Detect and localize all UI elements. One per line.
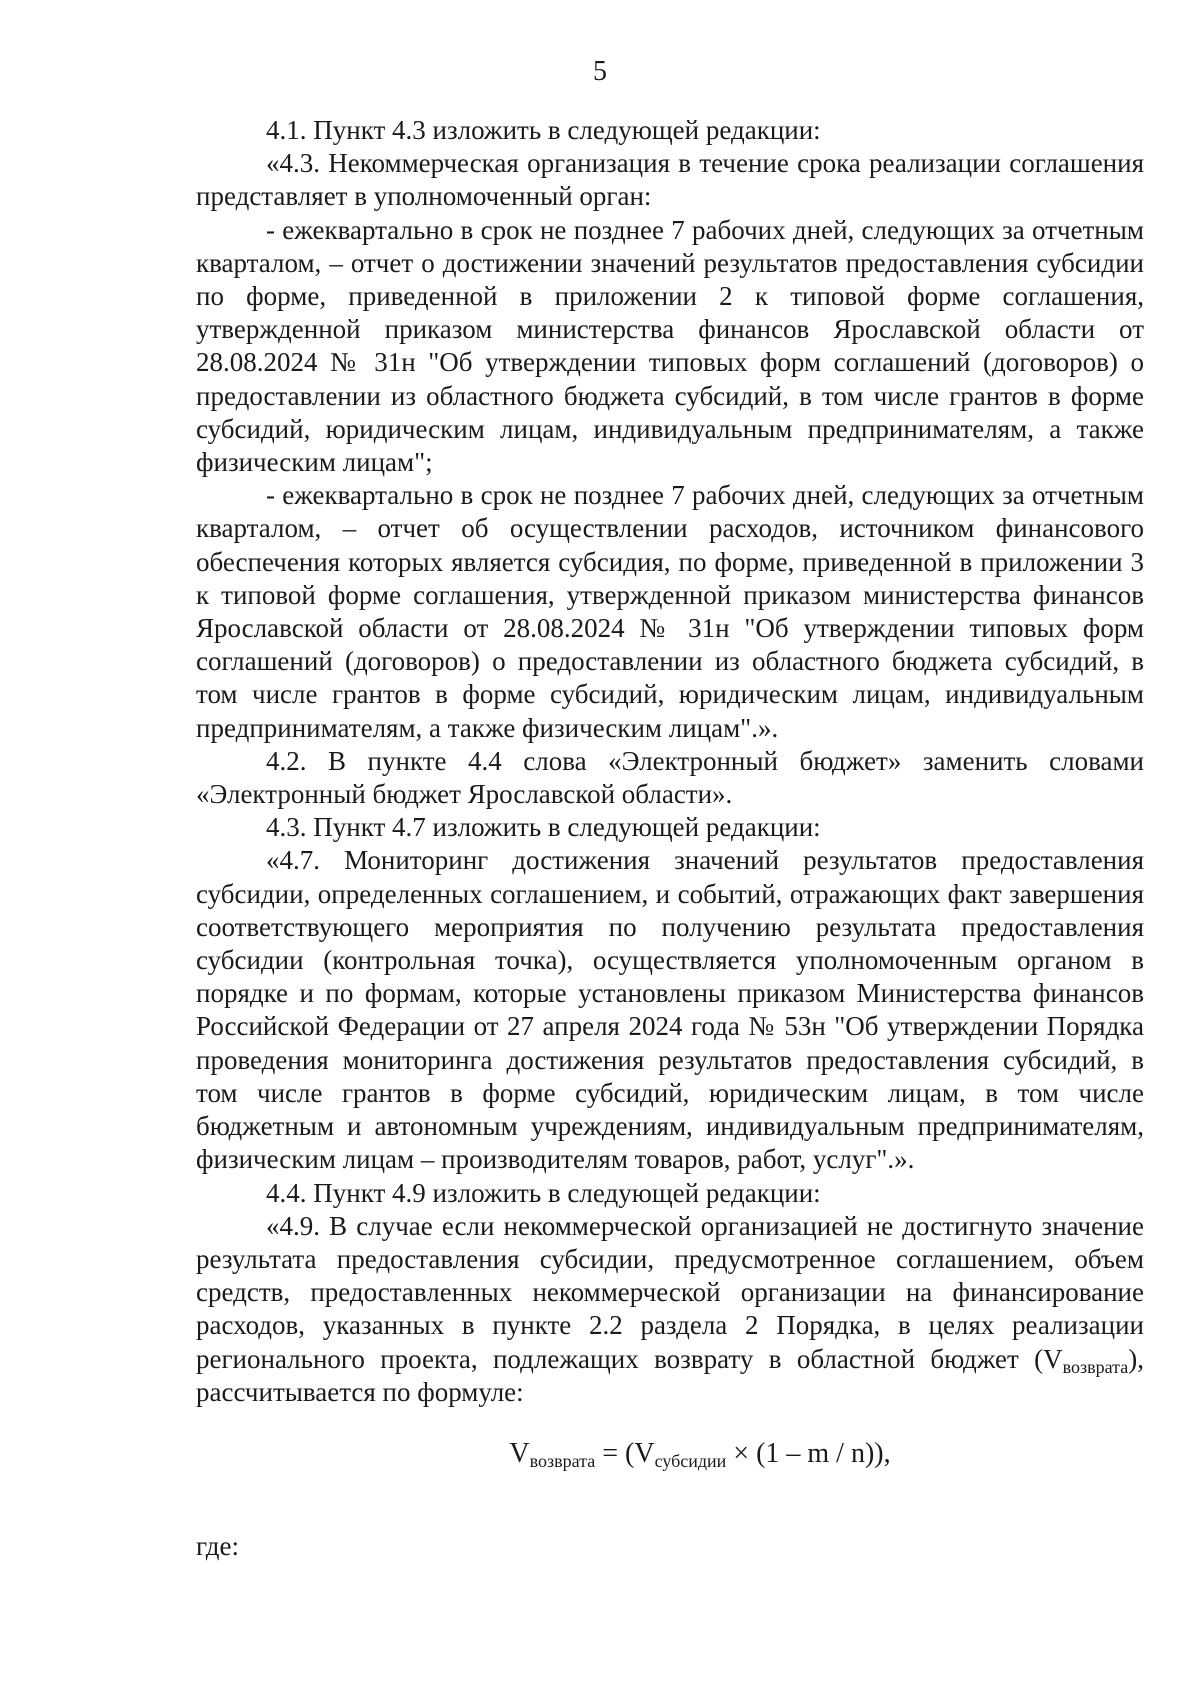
formula-rest: × (1 – m / n)), xyxy=(726,1437,891,1469)
paragraph-4-1: 4.1. Пункт 4.3 изложить в следующей редакции: xyxy=(266,115,821,145)
paragraph-4-7: «4.7. Мониторинг достижения значений результатов предоставления субсидии, определенных соглашением, и событий, отражающих факт завершения соответствующего мероприятия по получению результата предоставления субсидии (контрольная точка), осуществляется уполномоченным органом в порядке и по формам, которые установлены приказом Министерства финансов Российской Федерации от 27 апреля 2024 года № 53н "Об утверждении Порядка проведения мониторинга достижения результатов предоставления субсидий, в том числе грантов в форме субсидий, юридическим лицам, в том числе бюджетным и автономным учреждениям, индивидуальным предпринимателям, физическим лицам – производителям товаров, работ, услуг".». xyxy=(196,845,1144,1175)
formula-sub-subsidy: субсидии xyxy=(654,1450,727,1471)
page-number: 5 xyxy=(593,56,607,87)
return-formula xyxy=(256,1437,1144,1470)
paragraph-4-9-subscript: возврата xyxy=(1062,1356,1129,1377)
formula-eq-open: = (V xyxy=(595,1437,655,1469)
formula-v: V xyxy=(509,1437,530,1469)
paragraph-4-9 xyxy=(196,1210,1144,1409)
paragraph-4-4: 4.4. Пункт 4.9 изложить в следующей редакции: xyxy=(266,1177,821,1208)
paragraph-4-9-tail: ), рассчитывается по формуле: xyxy=(196,1343,1144,1407)
paragraph-4-3: 4.3. Пункт 4.7 изложить в следующей редакции: xyxy=(266,812,821,843)
where-label: где: xyxy=(196,1531,239,1562)
paragraph-report-expenses: - ежеквартально в срок не позднее 7 рабочих дней, следующих за отчетным кварталом, – отчет об осуществлении расходов, источником финансового обеспечения которых является субсидия, по форме, приведенной в приложении 3 к типовой форме соглашения, утвержденной приказом министерства финансов Ярославской области от 28.08.2024 № 31н "Об утверждении типовых форм соглашений (договоров) о предоставлении из областного бюджета субсидий, в том числе грантов в форме субсидий, юридическим лицам, индивидуальным предпринимателям, а также физическим лицам".». xyxy=(196,480,1144,743)
paragraph-4-9-text: «4.9. В случае если некоммерческой организацией не достигнуто значение результата предоставления субсидии, предусмотренное соглашением, объем средств, предоставленных некоммерческой организации на финансирование расходов, указанных в пункте 2.2 раздела 2 Порядка, в целях реализации регионального проекта, подлежащих возврату в областной бюджет (V xyxy=(196,1210,1144,1374)
paragraph-4-3-intro: «4.3. Некоммерческая организация в течение срока реализации соглашения представляет в уполномоченный орган: xyxy=(196,148,1144,212)
document-body xyxy=(196,114,1144,1563)
paragraph-report-results: - ежеквартально в срок не позднее 7 рабочих дней, следующих за отчетным кварталом, – отчет о достижении значений результатов предоставления субсидии по форме, приведенной в приложении 2 к типовой форме соглашения, утвержденной приказом министерства финансов Ярославской области от 28.08.2024 № 31н "Об утверждении типовых форм соглашений (договоров) о предоставлении из областного бюджета субсидий, в том числе грантов в форме субсидий, юридическим лицам, индивидуальным предпринимателям, а также физическим лицам"; xyxy=(196,214,1144,478)
paragraph-4-2: 4.2. В пункте 4.4 слова «Электронный бюджет» заменить словами «Электронный бюджет Ярославской области». xyxy=(196,745,1144,810)
formula-sub-return: возврата xyxy=(529,1450,596,1471)
